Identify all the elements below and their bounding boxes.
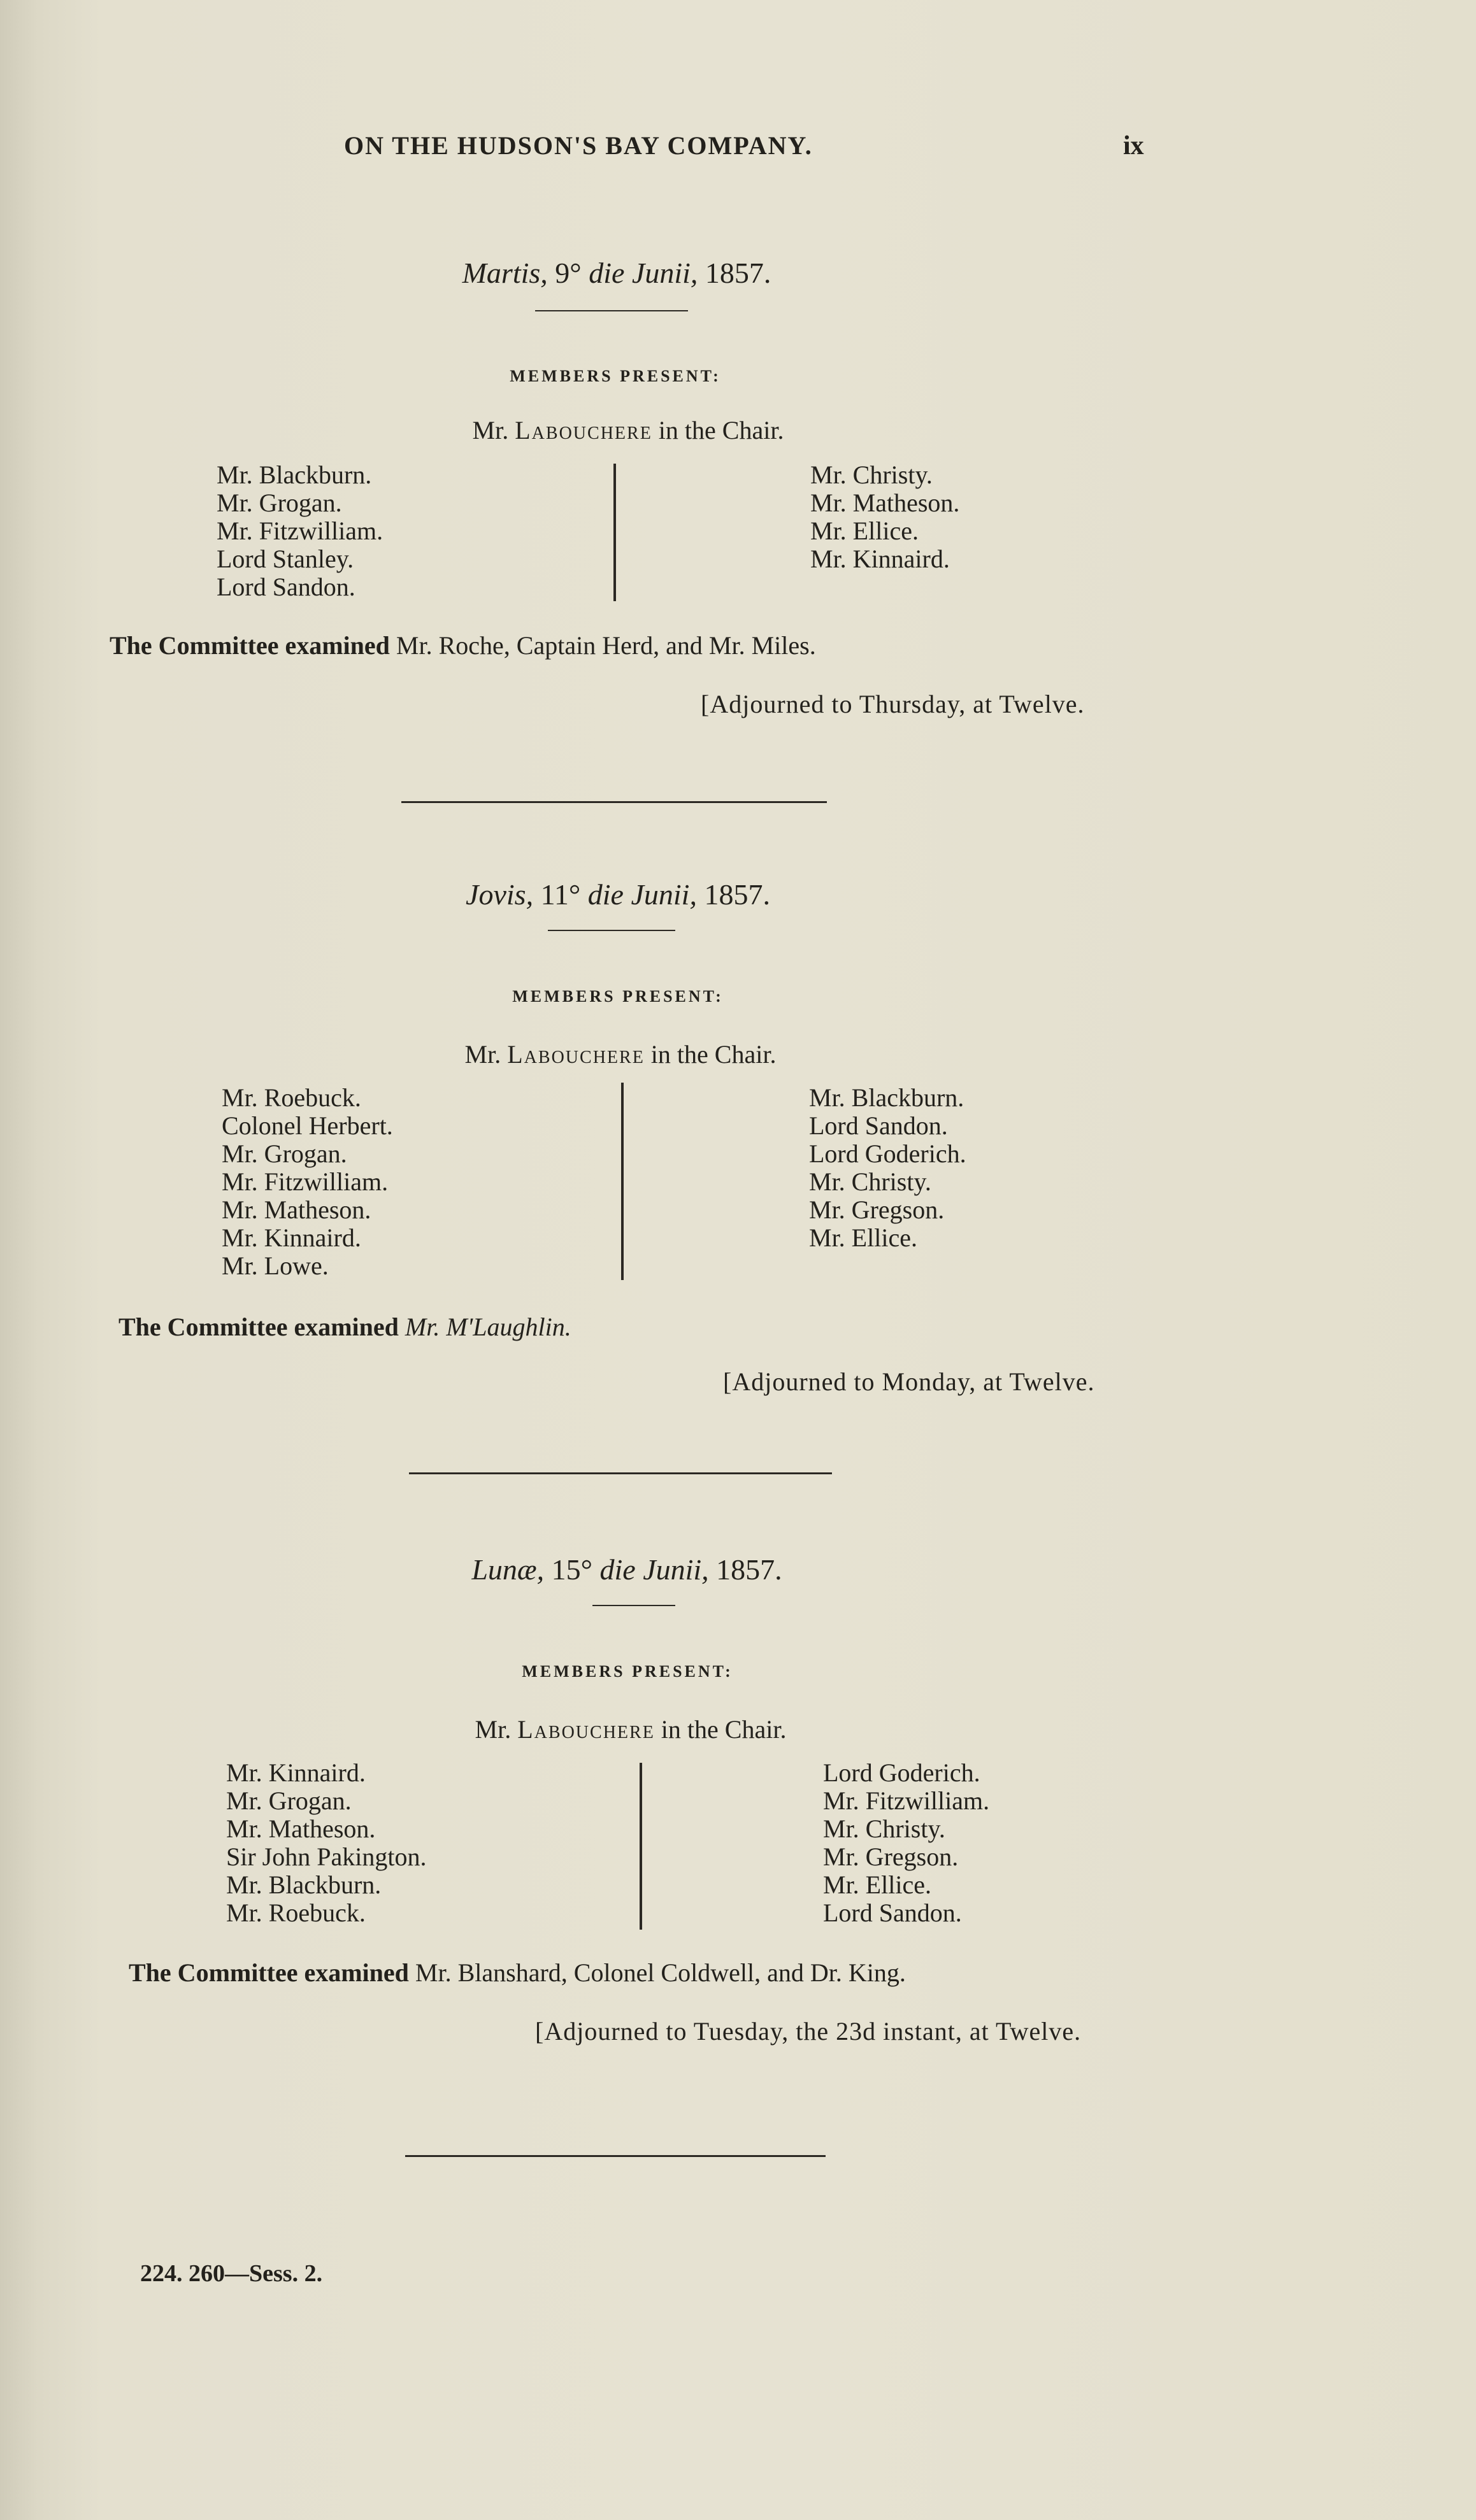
member-name: Mr. Kinnaird. — [810, 545, 950, 573]
member-name: Mr. Blackburn. — [809, 1083, 964, 1112]
section-divider — [405, 2155, 826, 2157]
member-name: Lord Stanley. — [217, 545, 354, 573]
member-name: Lord Sandon. — [823, 1898, 962, 1927]
member-name: Mr. Roebuck. — [222, 1083, 361, 1112]
session-2-date-rule — [548, 930, 675, 931]
running-head: ON THE HUDSON'S BAY COMPANY. — [344, 131, 813, 160]
member-name: Mr. Ellice. — [809, 1223, 917, 1252]
member-name: Lord Goderich. — [809, 1139, 966, 1168]
member-name: Mr. Fitzwilliam. — [217, 516, 383, 545]
member-name: Mr. Grogan. — [226, 1786, 352, 1815]
member-name: Mr. Lowe. — [222, 1251, 329, 1280]
session-1-examined: The Committee examined Mr. Roche, Captain Herd, and Mr. Miles. — [110, 631, 816, 660]
session-2-left-members — [222, 1084, 393, 1280]
session-1-left-members — [217, 461, 383, 601]
session-3-adjourned: [Adjourned to Tuesday, the 23d instant, at Twelve. — [535, 2017, 1082, 2046]
session-3-date-rule — [592, 1605, 675, 1606]
member-name: Mr. Christy. — [809, 1167, 931, 1196]
member-name: Lord Sandon. — [217, 573, 355, 601]
session-1-right-members — [810, 461, 959, 573]
member-name: Mr. Fitzwilliam. — [222, 1167, 389, 1196]
section-divider — [401, 801, 827, 803]
member-name: Mr. Grogan. — [222, 1139, 347, 1168]
member-name: Mr. Ellice. — [823, 1870, 931, 1899]
member-name: Mr. Fitzwilliam. — [823, 1786, 990, 1815]
session-1-column-divider — [613, 464, 616, 601]
member-name: Mr. Christy. — [810, 460, 933, 489]
session-2-date: Jovis, 11° die Junii, 1857. — [466, 878, 770, 911]
section-divider — [409, 1472, 832, 1474]
session-1-date: Martis, 9° die Junii, 1857. — [462, 257, 771, 289]
session-1-members-heading: MEMBERS PRESENT: — [510, 367, 721, 385]
member-name: Mr. Gregson. — [823, 1842, 959, 1871]
member-name: Mr. Grogan. — [217, 488, 342, 517]
member-name: Mr. Matheson. — [810, 488, 960, 517]
member-name: Sir John Pakington. — [226, 1842, 427, 1871]
session-3-examined: The Committee examined Mr. Blanshard, Colonel Coldwell, and Dr. King. — [129, 1958, 906, 1987]
member-name: Mr. Matheson. — [222, 1195, 371, 1224]
session-2-chair: Mr. Labouchere in the Chair. — [464, 1040, 777, 1069]
member-name: Mr. Gregson. — [809, 1195, 945, 1224]
session-3-members-heading: MEMBERS PRESENT: — [522, 1662, 733, 1681]
session-3-date: Lunæ, 15° die Junii, 1857. — [471, 1553, 782, 1586]
session-2-adjourned: [Adjourned to Monday, at Twelve. — [723, 1367, 1095, 1396]
session-3-right-members — [823, 1759, 989, 1927]
session-3-chair: Mr. Labouchere in the Chair. — [475, 1715, 787, 1744]
member-name: Lord Sandon. — [809, 1111, 948, 1140]
session-2-members-heading: MEMBERS PRESENT: — [512, 987, 724, 1006]
session-1-adjourned: [Adjourned to Thursday, at Twelve. — [701, 690, 1085, 718]
member-name: Mr. Matheson. — [226, 1814, 376, 1843]
member-name: Mr. Roebuck. — [226, 1898, 366, 1927]
member-name: Colonel Herbert. — [222, 1111, 393, 1140]
session-2-right-members — [809, 1084, 966, 1252]
session-1-date-rule — [535, 310, 688, 311]
footer-paper-number: 224. 260—Sess. 2. — [140, 2260, 323, 2287]
session-3-left-members — [226, 1759, 426, 1927]
member-name: Mr. Kinnaird. — [222, 1223, 361, 1252]
member-name: Mr. Christy. — [823, 1814, 945, 1843]
member-name: Mr. Blackburn. — [226, 1870, 382, 1899]
member-name: Mr. Kinnaird. — [226, 1758, 366, 1787]
session-1-chair: Mr. Labouchere in the Chair. — [472, 416, 784, 445]
page-number: ix — [1123, 131, 1144, 160]
member-name: Mr. Blackburn. — [217, 460, 372, 489]
member-name: Mr. Ellice. — [810, 516, 919, 545]
member-name: Lord Goderich. — [823, 1758, 980, 1787]
session-2-examined: The Committee examined Mr. M'Laughlin. — [118, 1313, 571, 1341]
session-2-column-divider — [621, 1083, 624, 1280]
session-3-column-divider — [640, 1763, 642, 1930]
